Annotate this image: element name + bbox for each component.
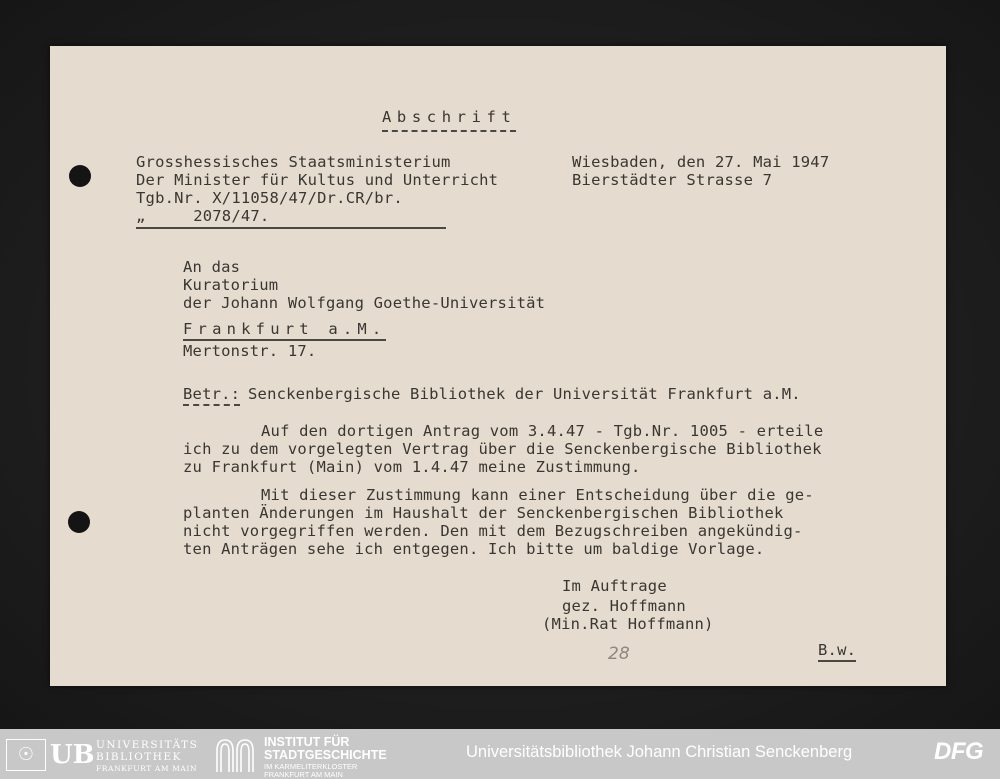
footer-bar (0, 729, 1000, 779)
letter-sheet (50, 46, 946, 686)
subject-text: Senckenbergische Bibliothek der Universität Frankfurt a.M. (248, 385, 801, 403)
recipient-street: Mertonstr. 17. (183, 342, 317, 360)
place-date: Wiesbaden, den 27. Mai 1947 (572, 153, 830, 171)
isg-logo (214, 735, 404, 779)
sender-reference: Tgb.Nr. X/11058/47/Dr.CR/br. (136, 189, 403, 207)
sender-ministry: Grosshessisches Staatsministerium (136, 153, 451, 171)
recipient-line-2: Kuratorium (183, 276, 279, 294)
paragraph-2-line-3: nicht vorgegriffen werden. Den mit dem Bezugschreiben angekündig- (183, 522, 803, 540)
punch-hole-top (69, 165, 91, 187)
paragraph-2-line-2: planten Änderungen im Haushalt der Senckenbergischen Bibliothek (183, 504, 784, 522)
dfg-logo: DFG (934, 738, 984, 765)
pencil-page-number: 28 (608, 644, 630, 664)
isg-arches-icon (214, 737, 256, 773)
paragraph-1-line-2: ich zu dem vorgelegten Vertrag über die Senckenbergische Bibliothek (183, 440, 822, 458)
punch-hole-bottom (68, 511, 90, 533)
recipient-line-1: An das (183, 258, 241, 276)
document-heading: Abschrift (382, 108, 516, 132)
closing-signature: gez. Hoffmann (562, 597, 686, 615)
footer-caption: Universitätsbibliothek Johann Christian Senckenberg (466, 743, 853, 761)
isg-line-2: STADTGESCHICHTE (264, 748, 387, 762)
reverse-note: B.w. (818, 641, 856, 662)
closing-name: (Min.Rat Hoffmann) (542, 615, 714, 633)
sender-street: Bierstädter Strasse 7 (572, 171, 773, 189)
ub-mark: UB (50, 740, 95, 770)
paragraph-1-line-3: zu Frankfurt (Main) vom 1.4.47 meine Zustimmung. (183, 458, 641, 476)
sender-minister: Der Minister für Kultus und Unterricht (136, 171, 499, 189)
ub-line-3: FRANKFURT AM MAIN (96, 764, 198, 773)
isg-line-1: INSTITUT FÜR (264, 735, 350, 749)
paragraph-2-line-4: ten Anträgen sehe ich entgegen. Ich bitte um baldige Vorlage. (183, 540, 765, 558)
closing-line-1: Im Auftrage (562, 577, 667, 595)
sender-reference-2: „ 2078/47. (136, 207, 446, 229)
recipient-line-3: der Johann Wolfgang Goethe-Universität (183, 294, 546, 312)
isg-line-3: IM KARMELITERKLOSTER (264, 762, 358, 771)
ub-line-2: BIBLIOTHEK (96, 751, 182, 763)
recipient-city: Frankfurt a.M. (183, 320, 386, 341)
ub-emblem-icon: ☉ (6, 739, 46, 771)
paragraph-2-line-1: Mit dieser Zustimmung kann einer Entscheidung über die ge- (261, 486, 814, 504)
isg-line-4: FRANKFURT AM MAIN (264, 770, 343, 779)
ub-logo (6, 737, 199, 773)
subject-label: Betr.: (183, 385, 240, 406)
ub-line-1: UNIVERSITÄTS (96, 739, 199, 751)
paragraph-1-line-1: Auf den dortigen Antrag vom 3.4.47 - Tgb.Nr. 1005 - erteile (261, 422, 824, 440)
